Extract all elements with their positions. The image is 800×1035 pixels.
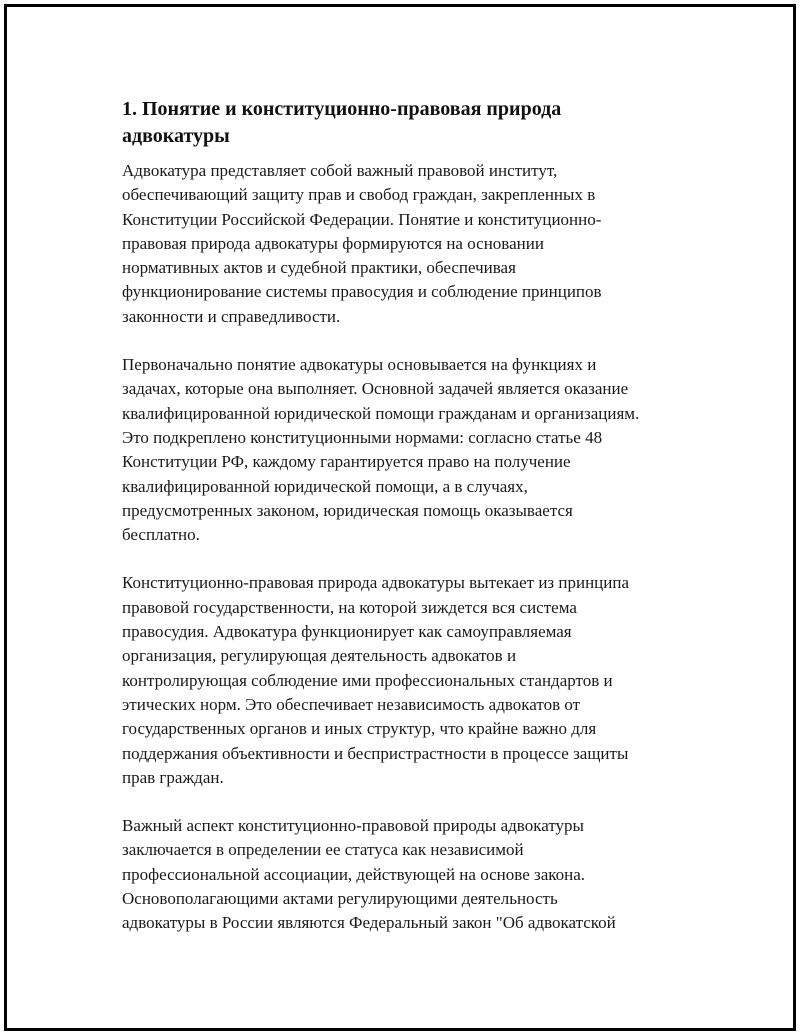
text-line: заключается в определении ее статуса как независимой	[122, 840, 524, 860]
paragraph-status	[122, 814, 702, 935]
text-line: Конституционно-правовая природа адвокатуры вытекает из принципа	[122, 573, 630, 593]
text-line: поддержания объективности и беспристрастности в процессе защиты	[122, 743, 629, 763]
paragraph-functions	[122, 353, 702, 547]
text-line: правовая природа адвокатуры формируются на основании	[122, 233, 544, 253]
text-line: законности и справедливости.	[122, 306, 341, 326]
text-line: предусмотренных законом, юридическая помощь оказывается	[122, 500, 573, 520]
document-page	[4, 4, 796, 1031]
text-line: квалифицированной юридической помощи, а в случаях,	[122, 476, 528, 496]
text-line: контролирующая соблюдение ими профессиональных стандартов и	[122, 670, 613, 690]
text-line: профессиональной ассоциации, действующей на основе закона.	[122, 864, 586, 884]
text-line: этических норм. Это обеспечивает независимость адвокатов от	[122, 694, 581, 714]
text-line: квалифицированной юридической помощи гражданам и организациям.	[122, 403, 640, 423]
text-line: Это подкреплено конституционными нормами: согласно статье 48	[122, 427, 603, 447]
text-line: функционирование системы правосудия и соблюдение принципов	[122, 282, 602, 302]
text-line: Конституции Российской Федерации. Понятие и конституционно-	[122, 209, 602, 229]
text-line: организация, регулирующая деятельность адвокатов и	[122, 646, 517, 666]
text-line: Конституции РФ, каждому гарантируется право на получение	[122, 452, 571, 472]
heading-line: 1. Понятие и конституционно-правовая природа	[122, 98, 562, 120]
heading-line: адвокатуры	[122, 125, 230, 147]
text-line: правовой государственности, на которой зиждется вся система	[122, 597, 577, 617]
paragraph-definition	[122, 159, 702, 329]
text-line: Основополагающими актами регулирующими деятельность	[122, 889, 558, 909]
text-line: правосудия. Адвокатура функционирует как самоуправляемая	[122, 622, 572, 642]
paragraph-legal-nature	[122, 571, 702, 790]
section-heading	[122, 96, 702, 150]
text-line: прав граждан.	[122, 767, 224, 787]
text-line: государственных органов и иных структур, что крайне важно для	[122, 719, 597, 739]
text-line: Первоначально понятие адвокатуры основывается на функциях и	[122, 355, 597, 375]
text-line: обеспечивающий защиту прав и свобод граждан, закрепленных в	[122, 185, 596, 205]
text-line: задачах, которые она выполняет. Основной задачей является оказание	[122, 379, 629, 399]
text-line: адвокатуры в России являются Федеральный закон "Об адвокатской	[122, 913, 616, 933]
text-line: Важный аспект конституционно-правовой природы адвокатуры	[122, 816, 584, 836]
text-line: Адвокатура представляет собой важный правовой институт,	[122, 161, 558, 180]
text-line: нормативных актов и судебной практики, обеспечивая	[122, 258, 516, 278]
document-body	[122, 96, 702, 960]
text-line: бесплатно.	[122, 525, 200, 545]
